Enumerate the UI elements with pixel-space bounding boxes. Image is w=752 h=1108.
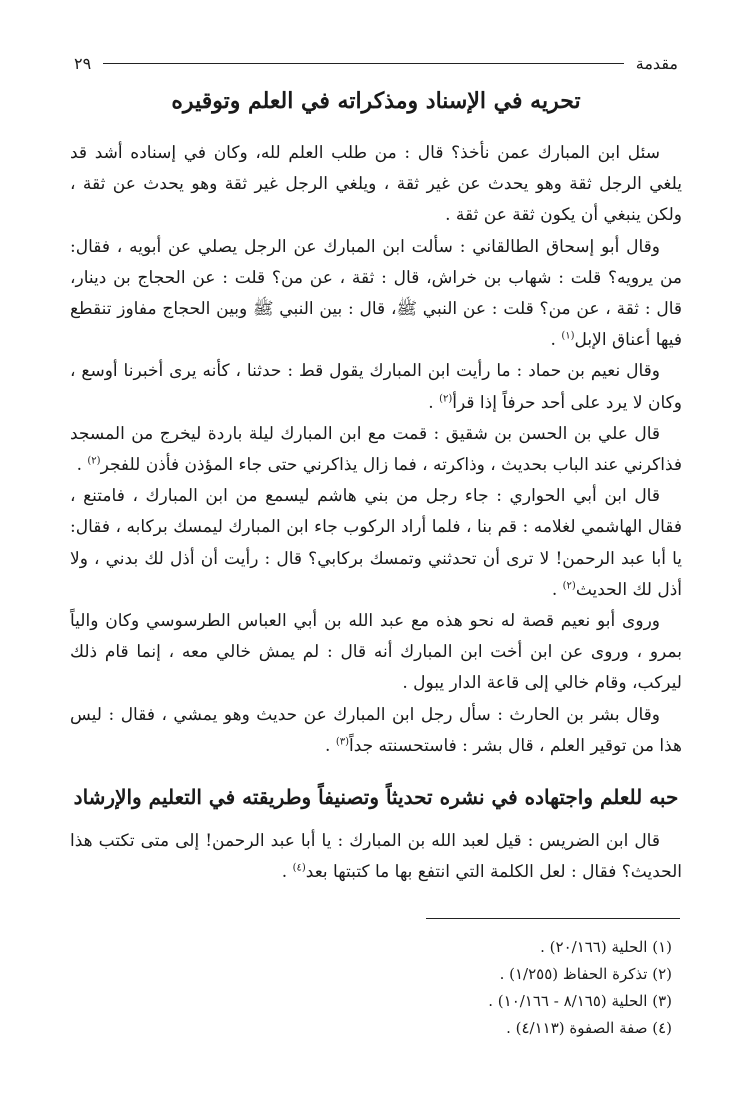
footnote-ref: (٢) (439, 392, 453, 404)
paragraph: وقال بشر بن الحارث : سأل رجل ابن المبارك عن حديث وهو يمشي ، فقال : ليس هذا من توقير العلم ، قال بشر : فاستحسنته جداً$^{(٣)}$ . (70, 704, 682, 756)
section-heading: حبه للعلم واجتهاده في نشره تحديثاً وتصنيفاً وطريقته في التعليم والإرشاد (73, 785, 679, 810)
footnote: (٢) تذكرة الحفاظ (١/٢٥٥) . (499, 965, 672, 983)
footnote-rule (426, 918, 680, 919)
footnote-ref: (٢) (87, 455, 101, 467)
page-body (70, 84, 682, 888)
footnote-ref: (١) (561, 330, 575, 342)
paragraph: قال ابن الضريس : قيل لعبد الله بن المبارك : يا أبا عبد الرحمن! إلى متى تكتب هذا الحديث؟ فقال : لعل الكلمة التي انتفع بها ما كتبتها بعد$^{(٤)}$ . (70, 831, 682, 883)
footnote: (١) الحلية (٢٠/١٦٦) . (540, 938, 672, 956)
footnotes (80, 934, 672, 1042)
footnote-ref: (٤) (292, 862, 306, 874)
paragraph: قال علي بن الحسن بن شقيق : قمت مع ابن المبارك ليلة باردة ليخرج من المسجد فذاكرني عند الباب بحديث ، وذاكرته ، فما زال يذاكرني حتى جاء المؤذن فأذن للفجر$^{(٢)}$ . (70, 423, 682, 476)
paragraph: وقال أبو إسحاق الطالقاني : سألت ابن المبارك عن الرجل يصلي عن أبويه ، فقال: من يرويه؟ قلت : شهاب بن خراش، قال : ثقة ، عن من؟ قلت : عن الحجاج بن دينار، قال : ثقة ، عن من؟ قلت : عن النبي ﷺ، قال : بين النبي ﷺ وبين الحجاج مفاوز تنقطع فيها أعناق الإبل$^{(١)}$ . (70, 236, 682, 351)
section-title: مقدمة (635, 53, 678, 73)
paragraph: وروى أبو نعيم قصة له نحو هذه مع عبد الله بن أبي العباس الطرسوسي وكان والياً بمرو ، وروى عن ابن أخت ابن المبارك أنه قال : لم يمش خالي معه ، إنما قام ذلك ليركب، وقام خالي إلى قاعة الدار يبول . (70, 611, 682, 694)
footnote: (٤) صفة الصفوة (٤/١١٣) . (506, 1019, 672, 1037)
section-heading: تحريه في الإسناد ومذكراته في العلم وتوقيره (171, 88, 581, 114)
paragraph: سئل ابن المبارك عمن نأخذ؟ قال : من طلب العلم لله، وكان في إسناده أشد قد يلغي الرجل ثقة وهو يحدث عن غير ثقة ، ويلغي الرجل غير ثقة وهو يحدث عن ثقة ، ولكن ينبغي أن يكون ثقة عن ثقة . (70, 143, 682, 226)
page-number: ٢٩ (74, 53, 92, 73)
footnote: (٣) الحلية (٨/١٦٥ - ١٠/١٦٦) . (488, 992, 672, 1010)
header-rule (103, 63, 624, 64)
paragraph: قال ابن أبي الحواري : جاء رجل من بني هاشم ليسمع من ابن المبارك ، فامتنع ، فقال الهاشمي لغلامه : قم بنا ، فلما أراد الركوب جاء ابن المبارك ليمسك بركابه ، فقال: يا أبا عبد الرحمن! لا ترى أن تحدثني وتمسك بركابي؟ قال : رأيت أن أذل لك بدني ، ولا أذل لك الحديث$^{(٢)}$ . (70, 486, 682, 600)
running-header (74, 50, 678, 76)
footnote-ref: (٣) (335, 736, 349, 748)
footnote-ref: (٢) (562, 580, 576, 592)
paragraph: وقال نعيم بن حماد : ما رأيت ابن المبارك يقول قط : حدثنا ، كأنه يرى أخبرنا أوسع ، وكان لا يرد على أحد حرفاً إذا قرأ$^{(٢)}$ . (70, 361, 682, 413)
